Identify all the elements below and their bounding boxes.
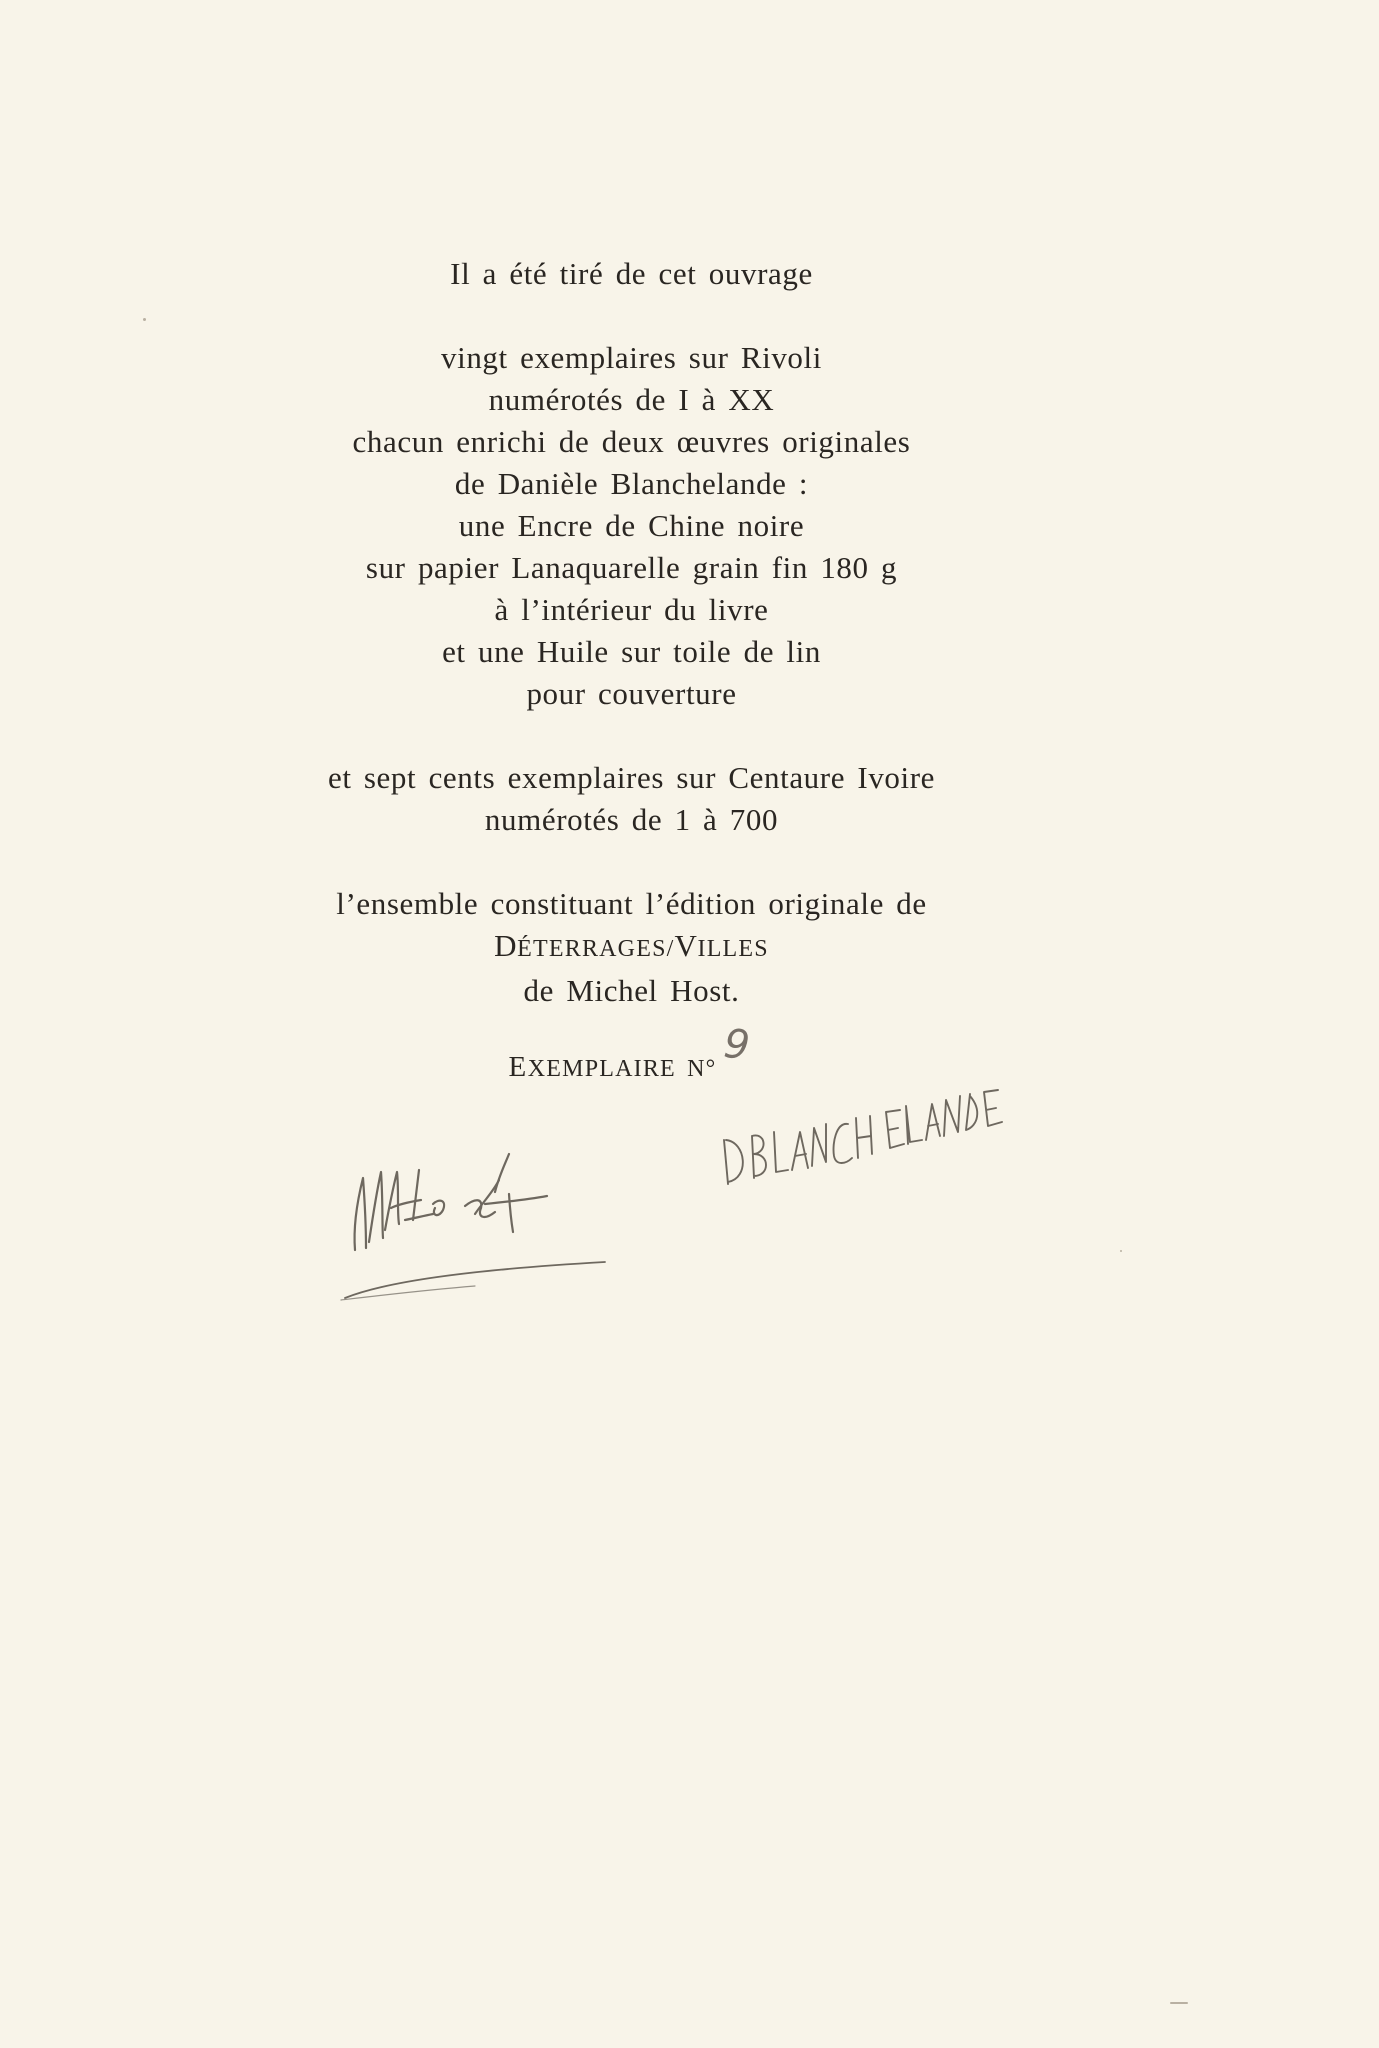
rivoli-line: vingt exemplaires sur Rivoli bbox=[441, 340, 822, 375]
artist-signature bbox=[716, 1082, 1016, 1202]
spacer bbox=[0, 841, 1263, 883]
oil-line: et une Huile sur toile de lin bbox=[442, 634, 821, 669]
paper-speck bbox=[1170, 2002, 1188, 2004]
edition-line: l’ensemble constituant l’édition originale de bbox=[336, 886, 927, 921]
author-line: de Michel Host. bbox=[523, 973, 740, 1008]
copy-number: 9 bbox=[721, 1020, 752, 1070]
centaure-line: et sept cents exemplaires sur Centaure Ivoire bbox=[327, 760, 936, 795]
spacer bbox=[0, 295, 1263, 337]
artist-line: de Danièle Blanchelande : bbox=[454, 466, 809, 501]
enrichment-line: chacun enrichi de deux œuvres originales bbox=[352, 424, 911, 459]
interior-line: à l’intérieur du livre bbox=[494, 592, 769, 627]
centaure-numbering-line: numérotés de 1 à 700 bbox=[484, 802, 779, 837]
paper-speck bbox=[143, 318, 146, 321]
copy-label: EXEMPLAIRE N° bbox=[508, 1051, 717, 1083]
ink-line: une Encre de Chine noire bbox=[458, 508, 805, 543]
paper-speck bbox=[1120, 1250, 1122, 1252]
spacer bbox=[0, 715, 1263, 757]
cover-line: pour couverture bbox=[526, 676, 737, 711]
spacer bbox=[0, 1012, 1263, 1046]
author-signature bbox=[325, 1120, 625, 1310]
book-title: DÉTERRAGES/VILLES bbox=[494, 928, 769, 963]
intro-line: Il a été tiré de cet ouvrage bbox=[450, 256, 813, 291]
rivoli-numbering-line: numérotés de I à XX bbox=[488, 382, 775, 417]
paper-line: sur papier Lanaquarelle grain fin 180 g bbox=[365, 550, 898, 585]
colophon-text bbox=[0, 253, 1263, 1090]
